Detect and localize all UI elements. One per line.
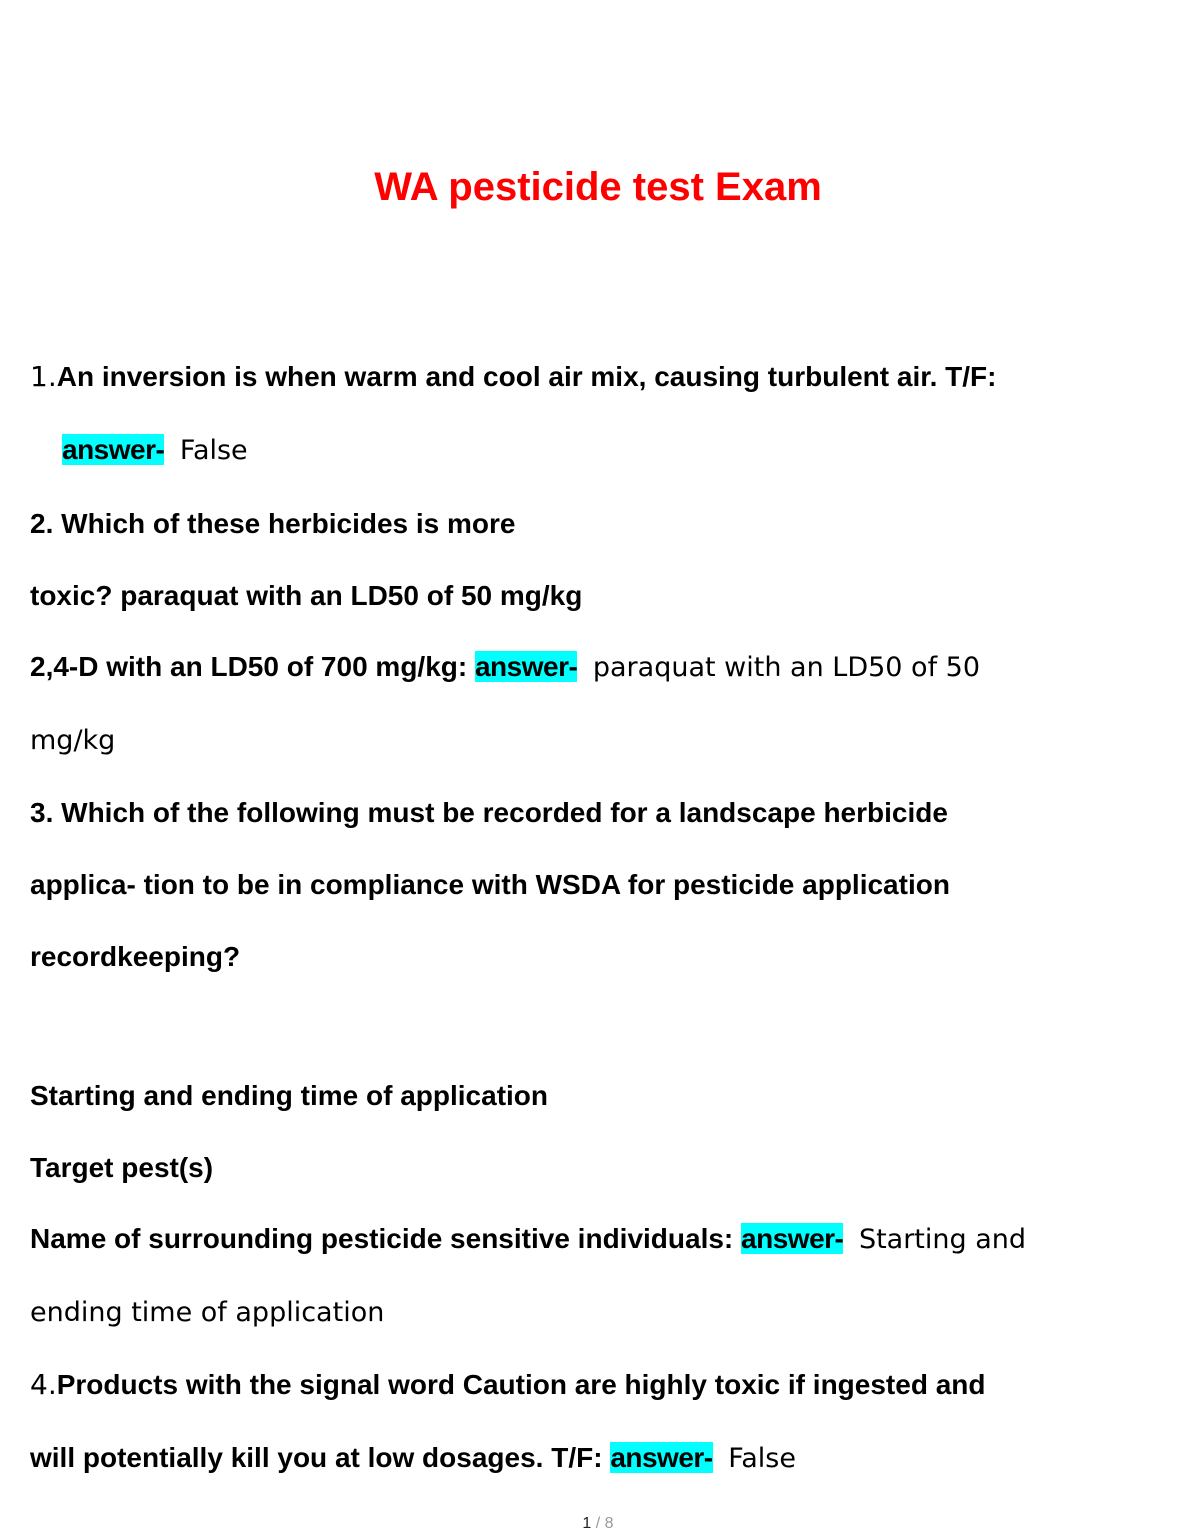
answer-label: answer- [474, 651, 578, 682]
page-separator: / [595, 1515, 601, 1532]
question-2-line-3 [30, 650, 980, 685]
question-4-answer: False [728, 1443, 796, 1474]
question-2-text: Which of these herbicides is more [61, 508, 516, 539]
question-3-number: 3. [30, 797, 54, 828]
question-3-line-2: applica- tion to be in compliance with WSDA for pesticide application [30, 869, 950, 900]
question-3-answer: Starting and [858, 1224, 1027, 1255]
question-1-text: An inversion is when warm and cool air mix, causing turbulent air. T/F: [56, 361, 997, 392]
question-1-number: 1. [30, 360, 57, 393]
question-1-line-1 [30, 360, 996, 394]
question-3-option-2: Target pest(s) [30, 1152, 214, 1183]
question-4-line-1 [30, 1368, 985, 1402]
question-3-line-3: recordkeeping? [30, 941, 241, 972]
current-page-number: 1 [582, 1515, 592, 1532]
question-4-text-2: will potentially kill you at low dosages. T/F: [30, 1442, 603, 1473]
question-2-option-text: 2,4-D with an LD50 of 700 mg/kg: [30, 651, 468, 682]
question-2-answer-continuation [30, 723, 115, 758]
question-1-answer-line [62, 433, 248, 468]
page-indicator [0, 1514, 1190, 1534]
question-2-line-1 [30, 507, 515, 541]
question-2-answer-cont: mg/kg [30, 725, 116, 756]
question-4-text: Products with the signal word Caution are highly toxic if ingested and [56, 1369, 986, 1400]
question-3-text: Which of the following must be recorded for a landscape herbicide [61, 797, 948, 828]
question-2-line-2: toxic? paraquat with an LD50 of 50 mg/kg [30, 580, 583, 611]
document-title: WA pesticide test Exam [374, 165, 822, 209]
question-2-number: 2. [30, 508, 54, 539]
total-pages: 8 [604, 1515, 614, 1532]
question-3-option-3-line [30, 1222, 1026, 1257]
question-3-answer-continuation [30, 1295, 384, 1330]
question-3-option-3: Name of surrounding pesticide sensitive individuals: [30, 1223, 734, 1254]
answer-label: answer- [610, 1442, 713, 1473]
answer-label: answer- [62, 434, 165, 465]
answer-label: answer- [741, 1223, 844, 1254]
question-4-number: 4. [30, 1368, 57, 1401]
question-3-answer-cont: ending time of application [30, 1297, 385, 1328]
question-3-option-1: Starting and ending time of application [30, 1080, 549, 1111]
question-1-answer: False [179, 435, 248, 466]
question-2-answer: paraquat with an LD50 of 50 [592, 652, 981, 683]
question-3-line-1 [30, 796, 948, 830]
question-4-line-2 [30, 1441, 796, 1476]
